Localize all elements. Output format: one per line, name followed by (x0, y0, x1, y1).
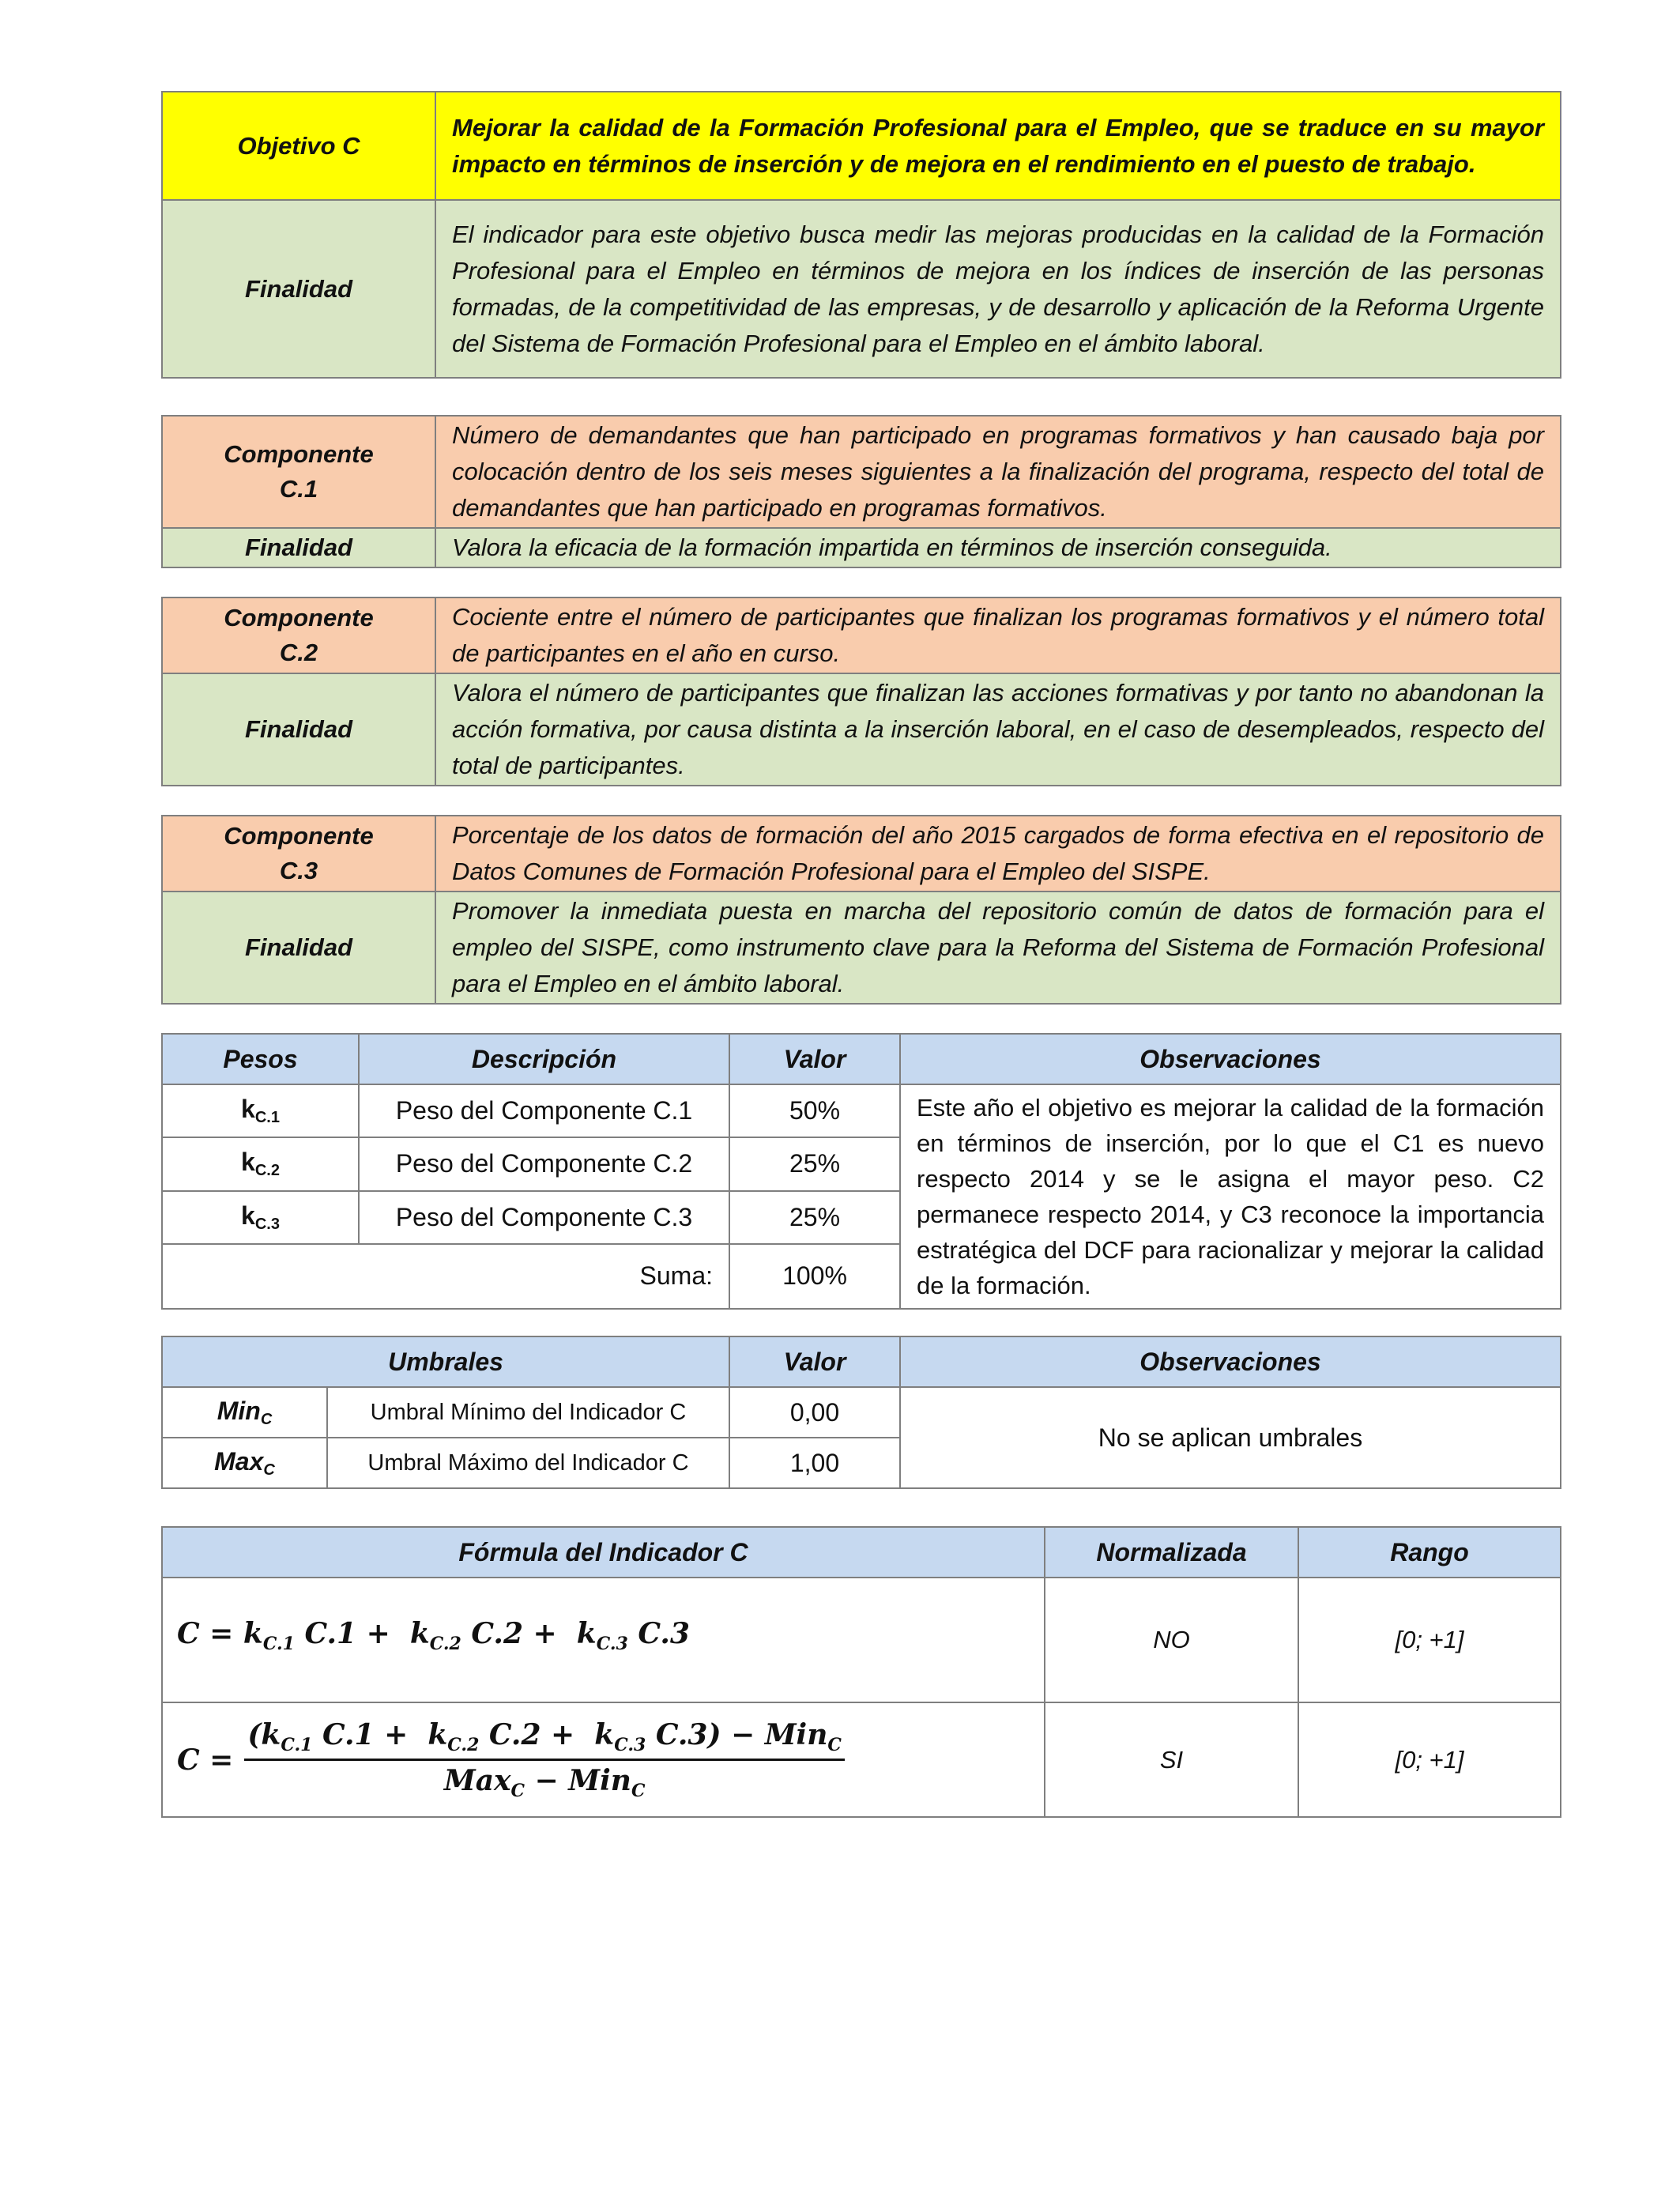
component-label (162, 598, 435, 673)
weight-k: k (241, 1148, 255, 1177)
weights-sum-label: Suma: (162, 1244, 729, 1309)
weights-sum-value: 100% (729, 1244, 900, 1309)
threshold-symbol (162, 1387, 327, 1438)
weights-observations: Este año el objetivo es mejorar la calidad de la formación en términos de inserción, por lo que el C1 es nuevo respecto 2014 y se le asigna el mayor peso. C2 permanece respecto 2014, y C3 reconoce la importancia estratégica del DCF para racionalizar y mejorar la calidad de la formación. (900, 1084, 1561, 1309)
weights-header-descripcion: Descripción (359, 1034, 729, 1084)
component-label-line1: Componente (224, 440, 374, 468)
component-label-line1: Componente (224, 604, 374, 631)
objective-finalidad-text: El indicador para este objetivo busca medir las mejoras producidas en la calidad de la Formación Profesional para el Empleo en términos de mejora en los índices de inserción de las personas formadas, de la competitividad de las empresas, y de desarrollo y aplicación de la Reforma Urgente del Sistema de Formación Profesional para el Empleo en el ámbito laboral. (435, 200, 1561, 378)
weight-k: k (241, 1095, 255, 1124)
threshold-value: 0,00 (729, 1387, 900, 1438)
threshold-symbol (162, 1438, 327, 1488)
weights-header-observaciones: Observaciones (900, 1034, 1561, 1084)
component-text: Número de demandantes que han participado en programas formativos y han causado baja por colocación dentro de los seis meses siguientes a la finalización del programa, respecto del total de demandantes que han participado en programas formativos. (435, 416, 1561, 528)
component-c1-table (161, 415, 1561, 568)
component-c3-table (161, 815, 1561, 1005)
formula-header: Fórmula del Indicador C (162, 1527, 1045, 1578)
formula-normalized: SI (1045, 1702, 1298, 1817)
formula-plain: $C = k_{C.1}$ $C.1 + k_{C.2}$ $C.2 + k_{C.3}$ C.3 (177, 1617, 690, 1655)
weight-subscript: C.1 (254, 1109, 280, 1127)
component-text: Cociente entre el número de participantes que finalizan los programas formativos y el número total de participantes en el año en curso. (435, 598, 1561, 673)
component-label (162, 816, 435, 892)
component-label-line2: C.3 (279, 857, 318, 884)
objective-table (161, 91, 1561, 379)
weights-header-pesos: Pesos (162, 1034, 359, 1084)
component-label-line2: C.2 (279, 639, 318, 666)
weights-table (161, 1033, 1561, 1310)
formula-range: [0; +1] (1298, 1702, 1561, 1817)
formula-fraction: C = ($k_{C.1}$ $C.1 + k_{C.2}$ $C.2 + k_{C.3}$ C.3) − Min$_C$ Max$_C$ − Min$_C$ (177, 1718, 1028, 1801)
formula-table (161, 1526, 1561, 1818)
weight-description: Peso del Componente C.2 (359, 1137, 729, 1190)
threshold-value: 1,00 (729, 1438, 900, 1488)
weight-symbol (162, 1191, 359, 1244)
component-text: Porcentaje de los datos de formación del año 2015 cargados de forma efectiva en el repositorio de Datos Comunes de Formación Profesional para el Empleo del SISPE. (435, 816, 1561, 892)
threshold-name: Max (214, 1446, 264, 1476)
formula-expression (162, 1578, 1045, 1702)
thresholds-table (161, 1336, 1561, 1489)
component-finalidad-text: Promover la inmediata puesta en marcha del repositorio común de datos de formación para el empleo del SISPE, como instrumento clave para la Reforma del Sistema de Formación Profesional para el Empleo en el ámbito laboral. (435, 892, 1561, 1004)
thresholds-header-valor: Valor (729, 1336, 900, 1387)
formula-expression-normalized (162, 1702, 1045, 1817)
weight-subscript: C.2 (254, 1162, 280, 1180)
component-finalidad-text: Valora el número de participantes que finalizan las acciones formativas y por tanto no abandonan la acción formativa, por causa distinta a la inserción laboral, en el caso de desempleados, respecto del total de participantes. (435, 673, 1561, 786)
weight-subscript: C.3 (254, 1215, 280, 1233)
formula-header-rango: Rango (1298, 1527, 1561, 1578)
component-finalidad-label: Finalidad (162, 892, 435, 1004)
threshold-name: Min (217, 1396, 261, 1425)
table-row (162, 1084, 1561, 1137)
thresholds-observations: No se aplican umbrales (900, 1387, 1561, 1488)
component-finalidad-label: Finalidad (162, 528, 435, 567)
threshold-description: Umbral Máximo del Indicador C (327, 1438, 729, 1488)
component-label-line2: C.1 (279, 475, 318, 503)
objective-text: Mejorar la calidad de la Formación Profesional para el Empleo, que se traduce en su mayor impacto en términos de inserción y de mejora en el rendimiento en el puesto de trabajo. (435, 92, 1561, 200)
thresholds-header-observaciones: Observaciones (900, 1336, 1561, 1387)
weight-value: 50% (729, 1084, 900, 1137)
table-row (162, 1387, 1561, 1438)
weight-description: Peso del Componente C.1 (359, 1084, 729, 1137)
weight-value: 25% (729, 1137, 900, 1190)
weight-symbol (162, 1137, 359, 1190)
table-row (162, 1578, 1561, 1702)
weight-value: 25% (729, 1191, 900, 1244)
weights-header-valor: Valor (729, 1034, 900, 1084)
weight-symbol (162, 1084, 359, 1137)
thresholds-header-umbrales: Umbrales (162, 1336, 729, 1387)
component-label-line1: Componente (224, 822, 374, 850)
weight-k: k (241, 1201, 255, 1230)
objective-label: Objetivo C (162, 92, 435, 200)
component-label (162, 416, 435, 528)
component-finalidad-label: Finalidad (162, 673, 435, 786)
formula-normalized: NO (1045, 1578, 1298, 1702)
threshold-description: Umbral Mínimo del Indicador C (327, 1387, 729, 1438)
objective-finalidad-label: Finalidad (162, 200, 435, 378)
component-finalidad-text: Valora la eficacia de la formación impartida en términos de inserción conseguida. (435, 528, 1561, 567)
component-c2-table (161, 597, 1561, 786)
threshold-subscript: C (260, 1410, 273, 1428)
formula-header-normalizada: Normalizada (1045, 1527, 1298, 1578)
weight-description: Peso del Componente C.3 (359, 1191, 729, 1244)
formula-range: [0; +1] (1298, 1578, 1561, 1702)
threshold-subscript: C (263, 1461, 275, 1479)
table-row (162, 1702, 1561, 1817)
